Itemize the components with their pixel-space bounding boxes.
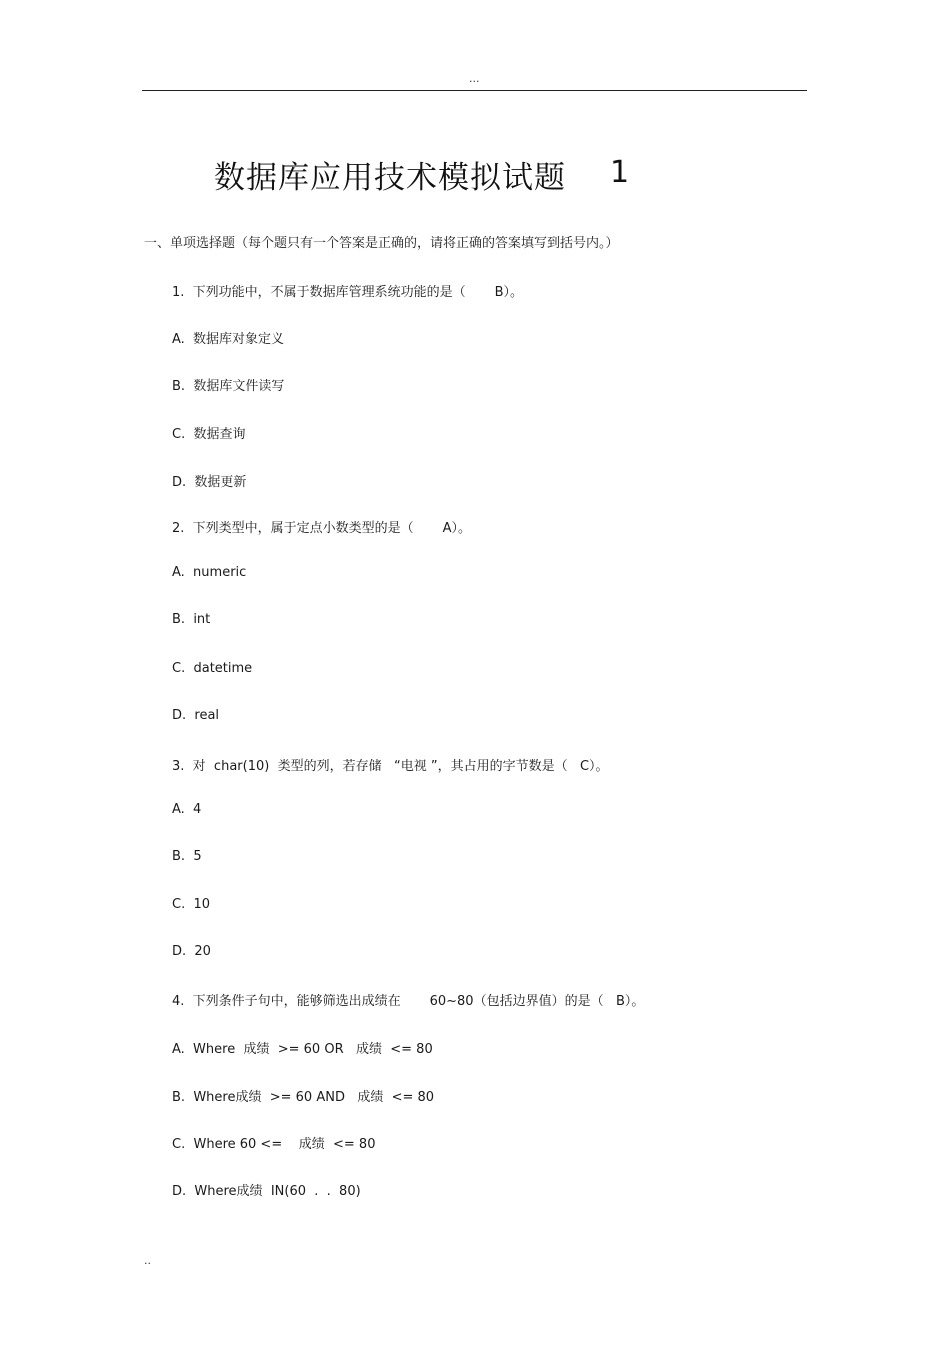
- question-1-option-c: C. 数据查询: [172, 427, 246, 442]
- page-title-number: 1: [610, 155, 630, 190]
- question-2-option-a: A. numeric: [172, 565, 247, 580]
- section-heading: 一、单项选择题（每个题只有一个答案是正确的，请将正确的答案填写到括号内。）: [144, 236, 619, 251]
- question-3-option-b: B. 5: [172, 849, 202, 864]
- question-2-option-c: C. datetime: [172, 661, 253, 676]
- question-1-option-a: A. 数据库对象定义: [172, 332, 285, 347]
- question-3-stem: 3. 对 char(10) 类型的列，若存储 “电视 ”，其占用的字节数是（ C）。: [172, 759, 609, 774]
- header-dots: ...: [469, 72, 480, 85]
- question-2-stem: 2. 下列类型中，属于定点小数类型的是（ A）。: [172, 521, 471, 536]
- question-3-option-c: C. 10: [172, 897, 211, 912]
- question-1-option-d: D. 数据更新: [172, 475, 247, 490]
- question-3-option-d: D. 20: [172, 944, 211, 959]
- question-4-option-c: C. Where 60 <= 成绩 <= 80: [172, 1137, 376, 1152]
- question-3-option-a: A. 4: [172, 802, 202, 817]
- question-2-option-b: B. int: [172, 612, 211, 627]
- header-rule: [142, 90, 807, 91]
- question-4-stem: 4. 下列条件子句中，能够筛选出成绩在 60~80（包括边界值）的是（ B）。: [172, 994, 645, 1009]
- question-4-option-b: B. Where成绩 >= 60 AND 成绩 <= 80: [172, 1090, 435, 1105]
- question-2-option-d: D. real: [172, 708, 220, 723]
- page-title: 数据库应用技术模拟试题: [214, 160, 566, 196]
- question-4-option-a: A. Where 成绩 >= 60 OR 成绩 <= 80: [172, 1042, 433, 1057]
- footer-dots: ..: [144, 1254, 151, 1267]
- question-1-option-b: B. 数据库文件读写: [172, 379, 285, 394]
- question-1-stem: 1. 下列功能中，不属于数据库管理系统功能的是（ B）。: [172, 285, 524, 300]
- question-4-option-d: D. Where成绩 IN(60 . . 80): [172, 1184, 361, 1199]
